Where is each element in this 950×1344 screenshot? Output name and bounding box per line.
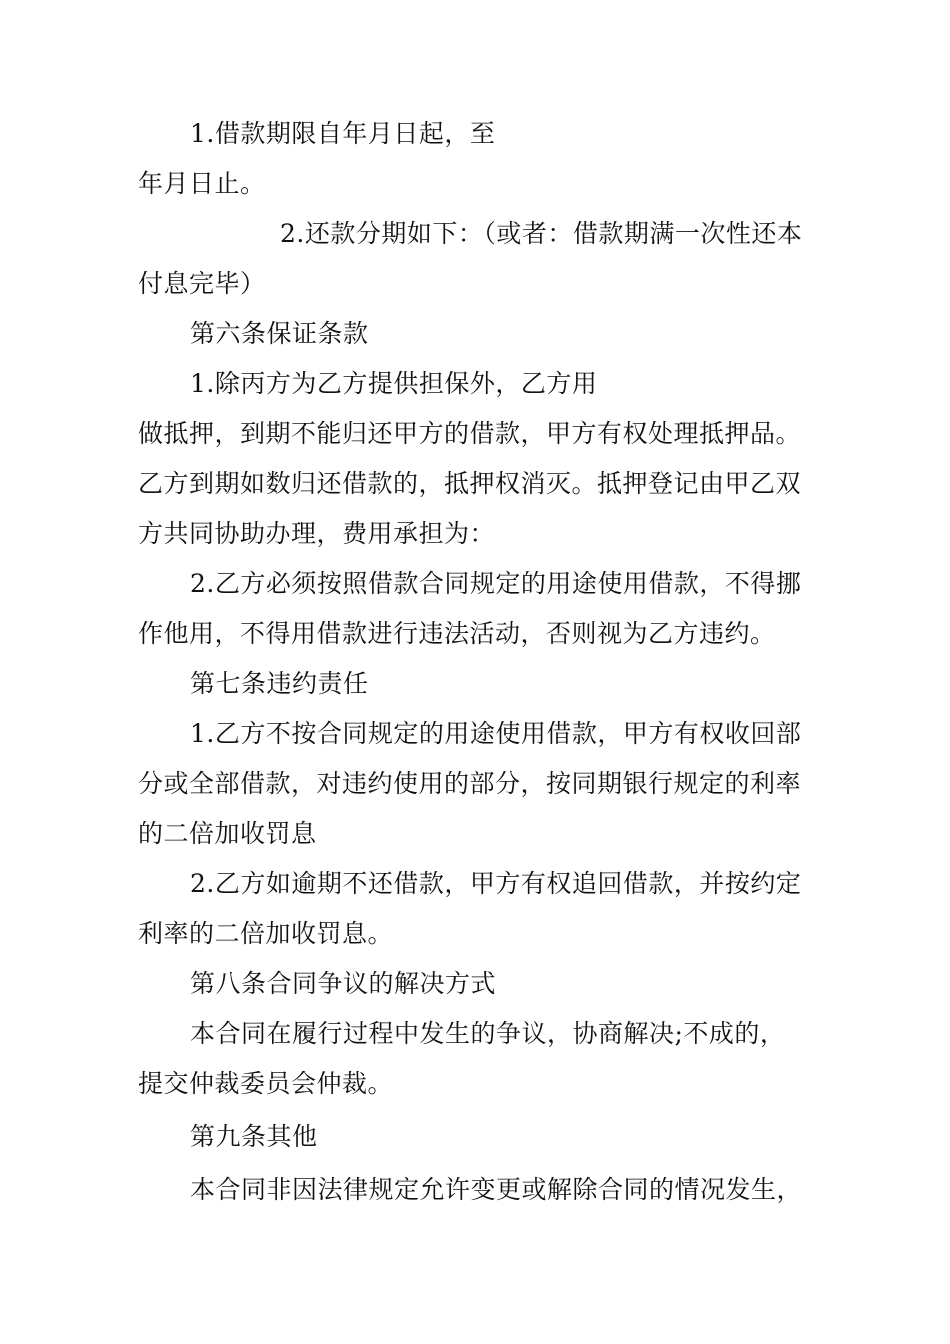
section-heading: 第七条违约责任 [190, 669, 369, 698]
text-line: 作他用，不得用借款进行违法活动，否则视为乙方违约。 [138, 619, 776, 648]
text-line: 分或全部借款，对违约使用的部分，按同期银行规定的利率 [138, 769, 802, 798]
text-line: 做抵押，到期不能归还甲方的借款，甲方有权处理抵押品。 [138, 419, 802, 448]
text-line: 本合同在履行过程中发生的争议，协商解决;不成的， [190, 1019, 786, 1048]
text-line: 2.还款分期如下：（或者：借款期满一次性还本 [280, 219, 803, 248]
text-line: 的二倍加收罚息 [138, 819, 317, 848]
text-line: 乙方到期如数归还借款的，抵押权消灭。抵押登记由甲乙双 [138, 469, 802, 498]
text-line: 2.乙方如逾期不还借款，甲方有权追回借款，并按约定 [190, 869, 802, 898]
text-line: 本合同非因法律规定允许变更或解除合同的情况发生， [190, 1175, 803, 1204]
section-heading: 第六条保证条款 [190, 319, 369, 348]
section-heading: 第九条其他 [190, 1122, 318, 1151]
text-line: 2.乙方必须按照借款合同规定的用途使用借款，不得挪 [190, 569, 802, 598]
text-line: 年月日止。 [138, 169, 266, 198]
text-line: 1.借款期限自年月日起，至 [190, 119, 496, 148]
text-line: 付息完毕） [138, 269, 266, 298]
text-line: 1.乙方不按合同规定的用途使用借款，甲方有权收回部 [190, 719, 802, 748]
text-line: 利率的二倍加收罚息。 [138, 919, 394, 948]
text-line: 方共同协助办理，费用承担为： [138, 519, 496, 548]
section-heading: 第八条合同争议的解决方式 [190, 969, 497, 998]
text-line: 提交仲裁委员会仲裁。 [138, 1069, 394, 1098]
text-line: 1.除丙方为乙方提供担保外，乙方用 [190, 369, 598, 398]
